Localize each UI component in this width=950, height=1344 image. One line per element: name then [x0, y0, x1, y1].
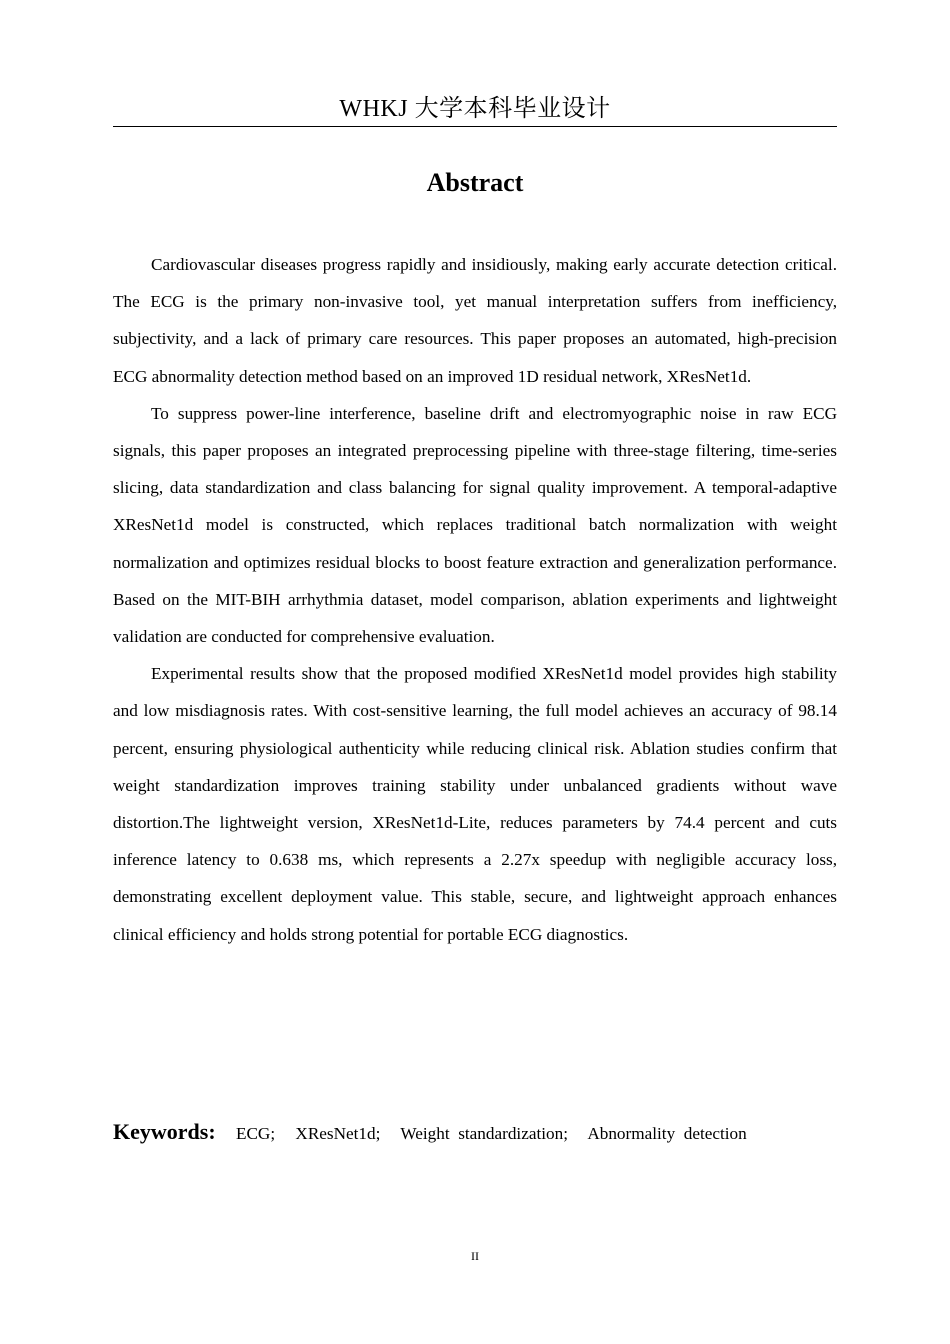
keyword-term-1: ECG;: [235, 1124, 276, 1143]
keyword-term-3: Weight standardization;: [400, 1124, 568, 1143]
page-number: II: [471, 1249, 479, 1263]
keywords-line: [113, 1114, 837, 1152]
abstract-title: Abstract: [426, 168, 524, 197]
abstract-body: [113, 246, 837, 953]
header-rule: [113, 126, 837, 127]
keyword-term-4: Abnormality detection: [587, 1124, 747, 1143]
abstract-paragraph-3: Experimental results show that the proposed modified XResNet1d model provides high stability and low misdiagnosis rates. With cost-sensitive learning, the full model achieves an accuracy of 98.14 percent, ensuring physiological authenticity while reducing clinical risk. Ablation studies confirm that weight standardization improves training stability under unbalanced gradients without wave distortion.The lightweight version, XResNet1d-Lite, reduces parameters by 74.4 percent and cuts inference latency to 0.638 ms, which represents a 2.27x speedup with negligible accuracy loss, demonstrating excellent deployment value. This stable, secure, and lightweight approach enhances clinical efficiency and holds strong potential for portable ECG diagnostics.: [113, 664, 837, 944]
keyword-term-2: XResNet1d;: [295, 1124, 381, 1143]
running-header: WHKJ 大学本科毕业设计: [339, 96, 611, 122]
keywords-label: Keywords:: [113, 1119, 216, 1144]
abstract-paragraph-1: Cardiovascular diseases progress rapidly and insidiously, making early accurate detection critical. The ECG is the primary non-invasive tool, yet manual interpretation suffers from inefficiency, subjectivity, and a lack of primary care resources. This paper proposes an automated, high-precision ECG abnormality detection method based on an improved 1D residual network, XResNet1d.: [113, 255, 837, 386]
abstract-paragraph-2: To suppress power-line interference, baseline drift and electromyographic noise in raw ECG signals, this paper proposes an integrated preprocessing pipeline with three-stage filtering, time-series slicing, data standardization and class balancing for signal quality improvement. A temporal-adaptive XResNet1d model is constructed, which replaces traditional batch normalization with weight normalization and optimizes residual blocks to boost feature extraction and generalization performance. Based on the MIT-BIH arrhythmia dataset, model comparison, ablation experiments and lightweight validation are conducted for comprehensive evaluation.: [113, 403, 837, 647]
